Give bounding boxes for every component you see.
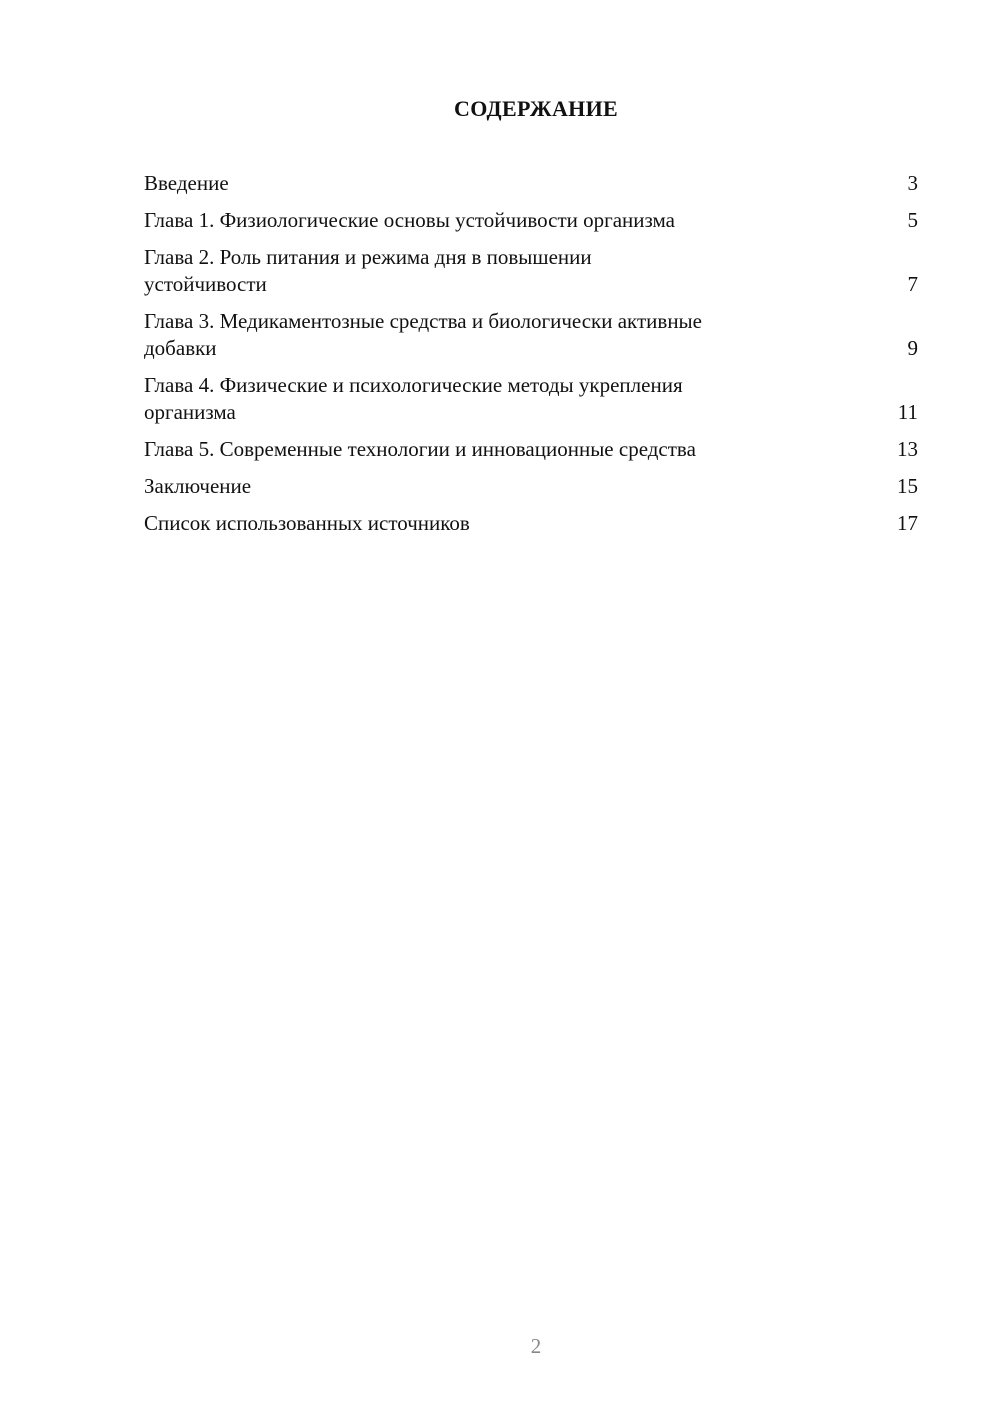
toc-entry-page: 15 xyxy=(897,474,918,498)
toc-entry-page: 13 xyxy=(897,437,918,461)
toc-entry-chapter-5 xyxy=(144,436,918,463)
toc-entry-introduction xyxy=(144,170,918,197)
toc-entry-references xyxy=(144,510,918,537)
toc-entry-chapter-3 xyxy=(144,308,918,362)
toc-entry-chapter-4 xyxy=(144,372,918,426)
toc-entry-page: 5 xyxy=(907,208,918,232)
toc-entry-page: 9 xyxy=(907,336,918,360)
page-number: 2 xyxy=(530,1334,542,1358)
toc-entry-text: Глава 2. Роль питания и режима дня в повышении устойчивости xyxy=(144,245,592,296)
table-of-contents xyxy=(144,170,918,547)
toc-entry-text: Заключение xyxy=(144,474,252,498)
toc-entry-page: 7 xyxy=(907,272,918,296)
toc-entry-text: Глава 5. Современные технологии и инновационные средства xyxy=(144,437,696,461)
toc-entry-page: 17 xyxy=(897,511,918,535)
toc-entry-text: Глава 4. Физические и психологические методы укрепления организма xyxy=(144,373,683,424)
toc-entry-text: Глава 1. Физиологические основы устойчивости организма xyxy=(144,208,675,232)
toc-entry-text: Список использованных источников xyxy=(144,511,470,535)
toc-entry-page: 3 xyxy=(907,171,918,195)
toc-entry-text: Введение xyxy=(144,171,229,195)
toc-entry-chapter-1 xyxy=(144,207,918,234)
toc-entry-conclusion xyxy=(144,473,918,500)
toc-entry-chapter-2 xyxy=(144,244,918,298)
page-title: СОДЕРЖАНИЕ xyxy=(454,96,618,121)
toc-entry-page: 11 xyxy=(897,400,918,424)
toc-entry-text: Глава 3. Медикаментозные средства и биологически активные добавки xyxy=(144,309,702,360)
